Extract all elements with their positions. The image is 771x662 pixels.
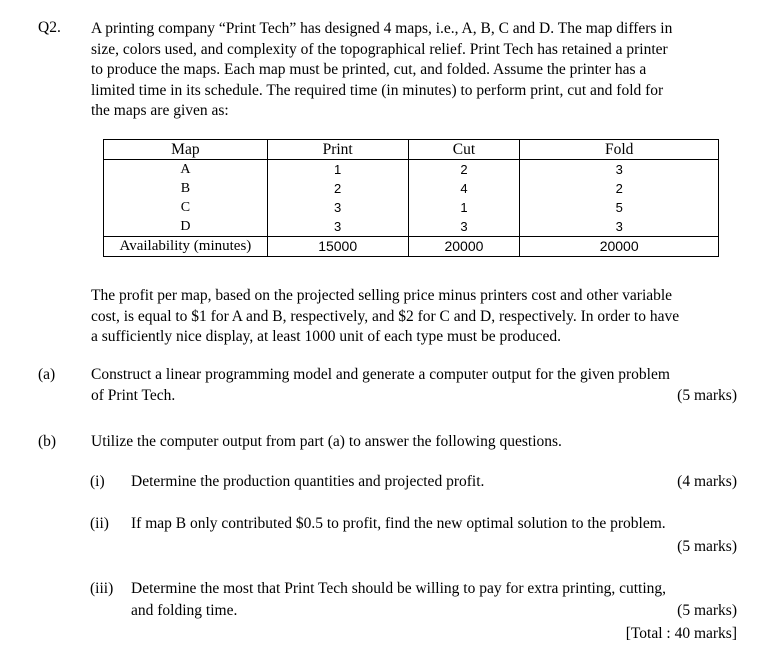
sub-ii-label: (ii) [90,515,109,532]
availability-print: 15000 [267,237,408,257]
header-cut: Cut [408,140,520,160]
part-a-line1: Construct a linear programming model and generate a computer output for the given problem [91,366,670,383]
header-print: Print [267,140,408,160]
part-a-label: (a) [38,366,56,383]
availability-cut: 20000 [408,237,520,257]
sub-iii-line2: and folding time. [131,602,238,619]
sub-iii-marks: (5 marks) [677,602,737,619]
cell-map: D [104,217,268,237]
part-b-label: (b) [38,433,57,450]
header-map: Map [104,140,268,160]
profit-paragraph [91,286,739,348]
time-requirements-table [103,139,719,257]
table-row [104,160,719,180]
intro-line: A printing company “Print Tech” has designed 4 maps, i.e., A, B, C and D. The map differs in [91,20,673,37]
cell-map: A [104,160,268,180]
sub-i-text: Determine the production quantities and projected profit. [131,473,485,490]
table-header-row [104,140,719,160]
availability-row [104,237,719,257]
sub-iii-label: (iii) [90,580,114,597]
cell-fold: 3 [520,160,719,180]
cell-map: B [104,179,268,198]
cell-fold: 2 [520,179,719,198]
table-row [104,217,719,237]
cell-print: 2 [267,179,408,198]
cell-print: 3 [267,198,408,217]
sub-i-row [131,473,737,491]
cell-fold: 5 [520,198,719,217]
intro-paragraph [91,19,739,122]
part-a-line2: of Print Tech. [91,387,176,404]
profit-line: a sufficiently nice display, at least 1000 unit of each type must be produced. [91,328,562,345]
profit-line: The profit per map, based on the projected selling price minus printers cost and other variable [91,287,673,304]
sub-iii-text: Determine the most that Print Tech should be willing to pay for extra printing, cutting, [131,580,666,597]
table-row [104,198,719,217]
part-b-text: Utilize the computer output from part (a) to answer the following questions. [91,433,562,450]
sub-ii-marks: (5 marks) [677,538,737,555]
profit-line: cost, is equal to $1 for A and B, respectively, and $2 for C and D, respectively. In order to have [91,307,680,325]
sub-ii-text: If map B only contributed $0.5 to profit, find the new optimal solution to the problem. [131,515,666,532]
availability-label: Availability (minutes) [104,237,268,257]
cell-cut: 3 [408,217,520,237]
part-a-marks: (5 marks) [677,387,737,404]
part-a-line2-row [91,387,737,405]
intro-line: size, colors used, and complexity of the topographical relief. Print Tech has retained a printer [91,40,668,58]
sub-i-marks: (4 marks) [677,473,737,490]
cell-cut: 1 [408,198,520,217]
sub-i-label: (i) [90,473,105,490]
cell-print: 3 [267,217,408,237]
cell-map: C [104,198,268,217]
intro-line: to produce the maps. Each map must be printed, cut, and folded. Assume the printer has a [91,61,647,78]
question-number: Q2. [38,19,61,36]
table-row [104,179,719,198]
availability-fold: 20000 [520,237,719,257]
intro-line: the maps are given as: [91,102,229,119]
cell-cut: 2 [408,160,520,180]
intro-line: limited time in its schedule. The required time (in minutes) to perform print, cut and fold for [91,81,664,99]
cell-cut: 4 [408,179,520,198]
sub-iii-row2 [131,602,737,620]
cell-fold: 3 [520,217,719,237]
header-fold: Fold [520,140,719,160]
cell-print: 1 [267,160,408,180]
total-marks: [Total : 40 marks] [625,625,737,642]
